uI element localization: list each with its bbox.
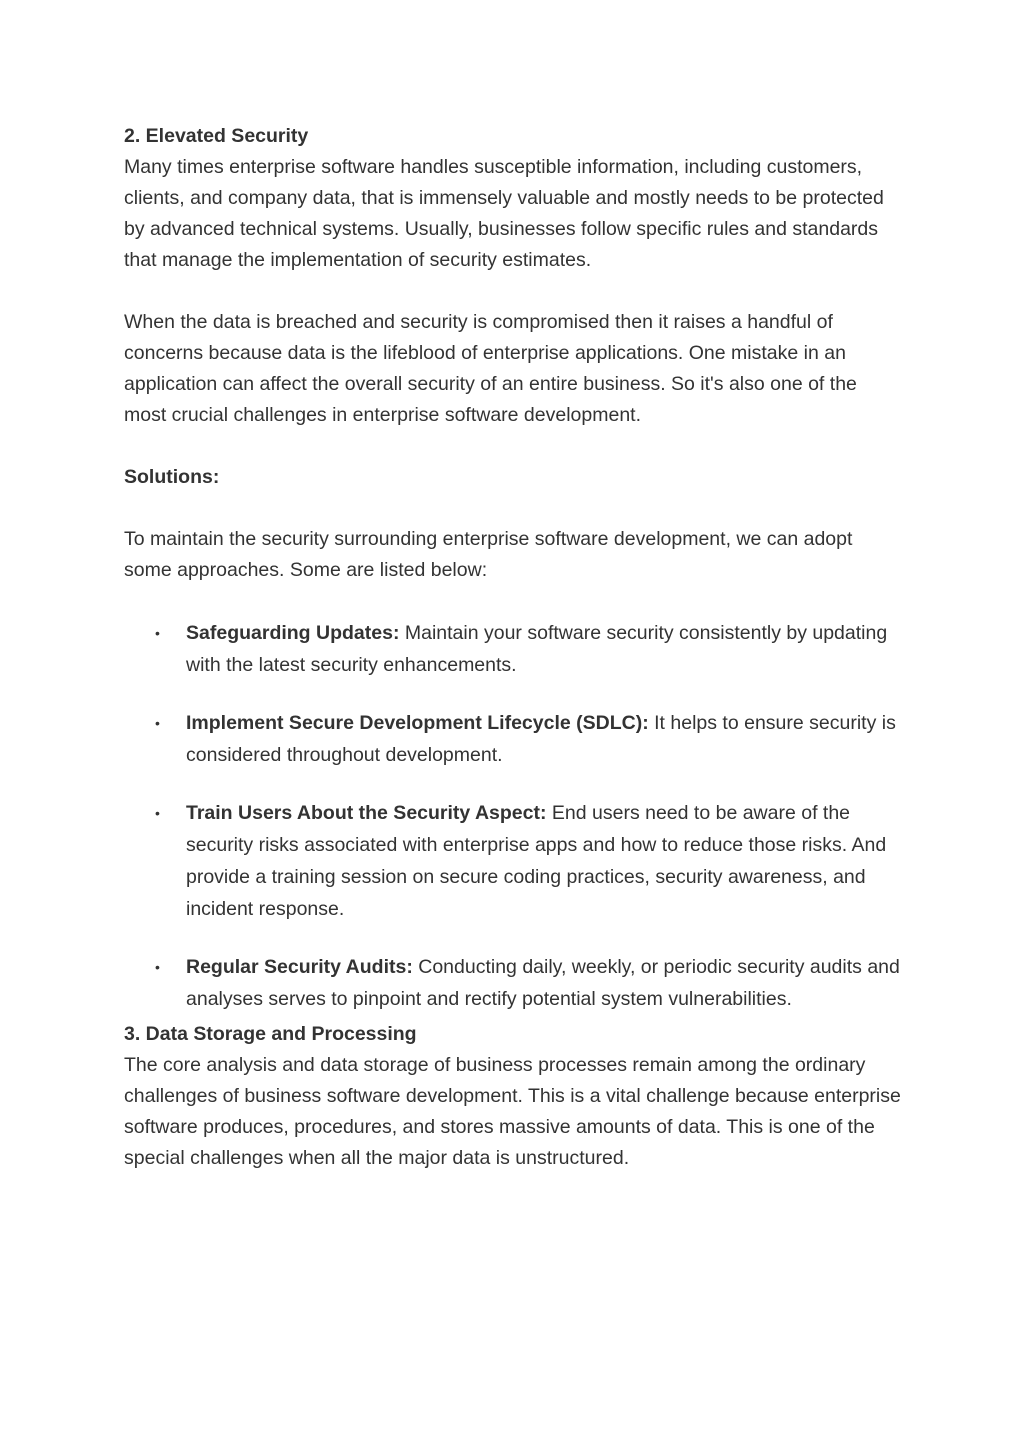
- bullet-text: Conducting daily, weekly, or periodic security audits and analyses serves to pinpoint and rectify potential system vulnerabilities.: [186, 956, 900, 1010]
- bullet-icon: •: [155, 805, 160, 821]
- section-2-heading: 2. Elevated Security: [124, 125, 309, 147]
- solutions-heading: Solutions:: [124, 466, 220, 488]
- spacer: [124, 431, 904, 462]
- section-2-paragraph-2: When the data is breached and security is compromised then it raises a handful of concerns because data is the lifeblood of enterprise applications. One mistake in an application can affect the overall security of an entire business. So it's also one of the most crucial challenges in enterprise software development.: [124, 311, 857, 426]
- bullet-icon: •: [155, 715, 160, 731]
- section-3-paragraph-1: The core analysis and data storage of business processes remain among the ordinary challenges of business software development. This is a vital challenge because enterprise software produces, procedures, and stores massive amounts of data. This is one of the special challenges when all the major data is unstructured.: [124, 1054, 901, 1169]
- document-page: [124, 121, 904, 1174]
- bullet-term: Train Users About the Security Aspect:: [186, 802, 547, 824]
- list-item: [124, 951, 904, 1015]
- list-item: [124, 707, 904, 771]
- list-item: [124, 617, 904, 681]
- bullet-text: End users need to be aware of the security risks associated with enterprise apps and how to reduce those risks. And provide a training session on secure coding practices, security awareness, and incident response.: [186, 802, 887, 920]
- bullet-term: Implement Secure Development Lifecycle (SDLC):: [186, 712, 649, 734]
- spacer: [124, 276, 904, 307]
- solutions-intro: To maintain the security surrounding enterprise software development, we can adopt some approaches. Some are listed below:: [124, 528, 853, 581]
- solutions-list: [124, 617, 904, 1015]
- bullet-icon: •: [155, 625, 160, 641]
- spacer: [124, 493, 904, 524]
- list-item: [124, 797, 904, 925]
- bullet-term: Regular Security Audits:: [186, 956, 413, 978]
- bullet-icon: •: [155, 959, 160, 975]
- bullet-text: It helps to ensure security is considered throughout development.: [186, 712, 896, 766]
- section-3-heading: 3. Data Storage and Processing: [124, 1023, 417, 1045]
- section-2-paragraph-1: Many times enterprise software handles susceptible information, including customers, clients, and company data, that is immensely valuable and mostly needs to be protected by advanced technical systems. Usually, businesses follow specific rules and standards that manage the implementation of security estimates.: [124, 156, 884, 271]
- spacer: [124, 586, 904, 617]
- bullet-term: Safeguarding Updates:: [186, 622, 400, 644]
- bullet-text: Maintain your software security consistently by updating with the latest security enhancements.: [186, 622, 888, 676]
